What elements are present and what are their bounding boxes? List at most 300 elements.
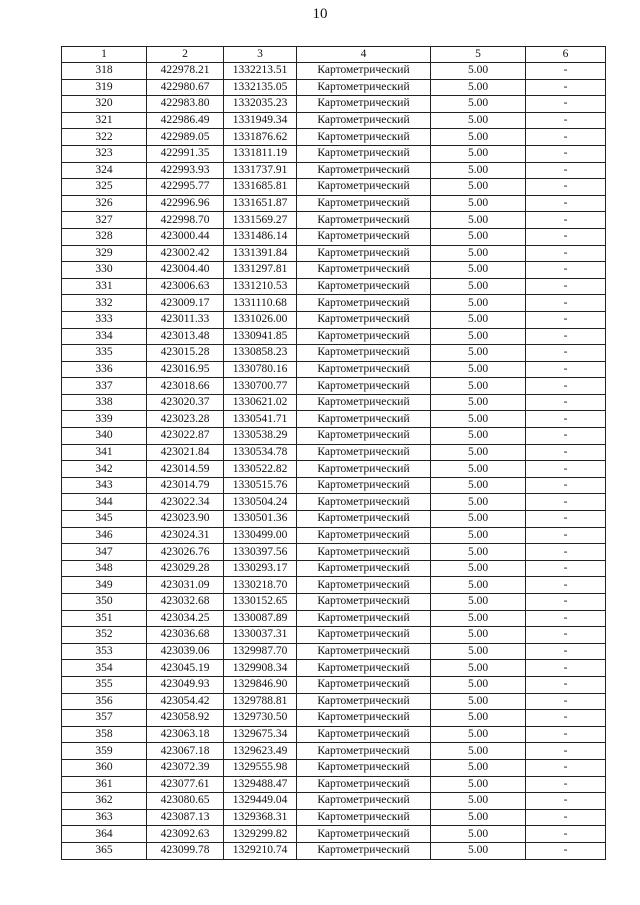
y-coordinate-cell: 1331685.81 (224, 179, 297, 196)
table-row (62, 511, 606, 528)
method-cell: Картометрический (297, 776, 431, 793)
table-row (62, 278, 606, 295)
y-coordinate-cell: 1330037.31 (224, 627, 297, 644)
accuracy-cell: 5.00 (431, 63, 526, 80)
y-coordinate-cell: 1330515.76 (224, 477, 297, 494)
table-row (62, 212, 606, 229)
x-coordinate-cell: 423006.63 (147, 278, 224, 295)
y-coordinate-cell: 1329675.34 (224, 726, 297, 743)
accuracy-cell: 5.00 (431, 511, 526, 528)
table-row (62, 262, 606, 279)
x-coordinate-cell: 423020.37 (147, 394, 224, 411)
y-coordinate-cell: 1330534.78 (224, 444, 297, 461)
point-number-cell: 349 (62, 577, 147, 594)
x-coordinate-cell: 422996.96 (147, 195, 224, 212)
x-coordinate-cell: 422991.35 (147, 145, 224, 162)
y-coordinate-cell: 1331569.27 (224, 212, 297, 229)
accuracy-cell: 5.00 (431, 262, 526, 279)
y-coordinate-cell: 1330700.77 (224, 378, 297, 395)
table-row (62, 594, 606, 611)
table-row (62, 826, 606, 843)
table-row (62, 759, 606, 776)
accuracy-cell: 5.00 (431, 228, 526, 245)
accuracy-cell: 5.00 (431, 643, 526, 660)
description-cell: - (526, 594, 606, 611)
y-coordinate-cell: 1331110.68 (224, 295, 297, 312)
accuracy-cell: 5.00 (431, 776, 526, 793)
table-row (62, 710, 606, 727)
y-coordinate-cell: 1330538.29 (224, 428, 297, 445)
y-coordinate-cell: 1330293.17 (224, 560, 297, 577)
x-coordinate-cell: 422995.77 (147, 179, 224, 196)
accuracy-cell: 5.00 (431, 726, 526, 743)
description-cell: - (526, 328, 606, 345)
accuracy-cell: 5.00 (431, 676, 526, 693)
method-cell: Картометрический (297, 759, 431, 776)
point-number-cell: 363 (62, 809, 147, 826)
method-cell: Картометрический (297, 212, 431, 229)
x-coordinate-cell: 423014.59 (147, 461, 224, 478)
x-coordinate-cell: 423034.25 (147, 610, 224, 627)
point-number-cell: 322 (62, 129, 147, 146)
table-row (62, 63, 606, 80)
table-row (62, 793, 606, 810)
y-coordinate-cell: 1331297.81 (224, 262, 297, 279)
description-cell: - (526, 477, 606, 494)
point-number-cell: 362 (62, 793, 147, 810)
description-cell: - (526, 411, 606, 428)
description-cell: - (526, 793, 606, 810)
y-coordinate-cell: 1329908.34 (224, 660, 297, 677)
method-cell: Картометрический (297, 145, 431, 162)
point-number-cell: 347 (62, 544, 147, 561)
x-coordinate-cell: 423023.90 (147, 511, 224, 528)
accuracy-cell: 5.00 (431, 826, 526, 843)
x-coordinate-cell: 423067.18 (147, 743, 224, 760)
table-row (62, 162, 606, 179)
accuracy-cell: 5.00 (431, 544, 526, 561)
accuracy-cell: 5.00 (431, 560, 526, 577)
x-coordinate-cell: 423080.65 (147, 793, 224, 810)
x-coordinate-cell: 423049.93 (147, 676, 224, 693)
method-cell: Картометрический (297, 710, 431, 727)
method-cell: Картометрический (297, 544, 431, 561)
table-row (62, 726, 606, 743)
point-number-cell: 364 (62, 826, 147, 843)
method-cell: Картометрический (297, 311, 431, 328)
table-row (62, 842, 606, 859)
method-cell: Картометрический (297, 96, 431, 113)
y-coordinate-cell: 1332135.05 (224, 79, 297, 96)
accuracy-cell: 5.00 (431, 477, 526, 494)
y-coordinate-cell: 1329623.49 (224, 743, 297, 760)
y-coordinate-cell: 1330621.02 (224, 394, 297, 411)
table-row (62, 179, 606, 196)
method-cell: Картометрический (297, 262, 431, 279)
point-number-cell: 335 (62, 345, 147, 362)
x-coordinate-cell: 423018.66 (147, 378, 224, 395)
method-cell: Картометрический (297, 461, 431, 478)
description-cell: - (526, 195, 606, 212)
table-row (62, 79, 606, 96)
point-number-cell: 343 (62, 477, 147, 494)
accuracy-cell: 5.00 (431, 112, 526, 129)
table-row (62, 361, 606, 378)
y-coordinate-cell: 1329210.74 (224, 842, 297, 859)
x-coordinate-cell: 423039.06 (147, 643, 224, 660)
point-number-cell: 356 (62, 693, 147, 710)
point-number-cell: 352 (62, 627, 147, 644)
description-cell: - (526, 162, 606, 179)
point-number-cell: 353 (62, 643, 147, 660)
description-cell: - (526, 527, 606, 544)
description-cell: - (526, 627, 606, 644)
y-coordinate-cell: 1331210.53 (224, 278, 297, 295)
point-number-cell: 325 (62, 179, 147, 196)
description-cell: - (526, 262, 606, 279)
method-cell: Картометрический (297, 394, 431, 411)
point-number-cell: 359 (62, 743, 147, 760)
accuracy-cell: 5.00 (431, 179, 526, 196)
table-row (62, 228, 606, 245)
method-cell: Картометрический (297, 328, 431, 345)
description-cell: - (526, 577, 606, 594)
description-cell: - (526, 610, 606, 627)
accuracy-cell: 5.00 (431, 145, 526, 162)
point-number-cell: 342 (62, 461, 147, 478)
accuracy-cell: 5.00 (431, 328, 526, 345)
column-header: 2 (147, 47, 224, 63)
y-coordinate-cell: 1329730.50 (224, 710, 297, 727)
table-row (62, 676, 606, 693)
y-coordinate-cell: 1331391.84 (224, 245, 297, 262)
table-row (62, 494, 606, 511)
accuracy-cell: 5.00 (431, 693, 526, 710)
description-cell: - (526, 776, 606, 793)
table-row (62, 129, 606, 146)
accuracy-cell: 5.00 (431, 212, 526, 229)
method-cell: Картометрический (297, 660, 431, 677)
description-cell: - (526, 96, 606, 113)
accuracy-cell: 5.00 (431, 710, 526, 727)
y-coordinate-cell: 1331651.87 (224, 195, 297, 212)
x-coordinate-cell: 423011.33 (147, 311, 224, 328)
table-row (62, 378, 606, 395)
point-number-cell: 350 (62, 594, 147, 611)
point-number-cell: 358 (62, 726, 147, 743)
table-row (62, 96, 606, 113)
method-cell: Картометрический (297, 643, 431, 660)
y-coordinate-cell: 1330941.85 (224, 328, 297, 345)
table-row (62, 345, 606, 362)
method-cell: Картометрический (297, 594, 431, 611)
y-coordinate-cell: 1329846.90 (224, 676, 297, 693)
x-coordinate-cell: 423045.19 (147, 660, 224, 677)
y-coordinate-cell: 1329488.47 (224, 776, 297, 793)
accuracy-cell: 5.00 (431, 444, 526, 461)
y-coordinate-cell: 1330152.65 (224, 594, 297, 611)
table-row (62, 743, 606, 760)
point-number-cell: 351 (62, 610, 147, 627)
accuracy-cell: 5.00 (431, 428, 526, 445)
column-header: 5 (431, 47, 526, 63)
x-coordinate-cell: 423077.61 (147, 776, 224, 793)
table-row (62, 477, 606, 494)
y-coordinate-cell: 1332213.51 (224, 63, 297, 80)
x-coordinate-cell: 423022.87 (147, 428, 224, 445)
table-row (62, 112, 606, 129)
x-coordinate-cell: 423022.34 (147, 494, 224, 511)
x-coordinate-cell: 423013.48 (147, 328, 224, 345)
method-cell: Картометрический (297, 826, 431, 843)
accuracy-cell: 5.00 (431, 759, 526, 776)
description-cell: - (526, 710, 606, 727)
point-number-cell: 340 (62, 428, 147, 445)
description-cell: - (526, 361, 606, 378)
column-header: 3 (224, 47, 297, 63)
table-row (62, 577, 606, 594)
x-coordinate-cell: 423032.68 (147, 594, 224, 611)
description-cell: - (526, 63, 606, 80)
method-cell: Картометрический (297, 743, 431, 760)
accuracy-cell: 5.00 (431, 295, 526, 312)
x-coordinate-cell: 422980.67 (147, 79, 224, 96)
x-coordinate-cell: 423063.18 (147, 726, 224, 743)
point-number-cell: 355 (62, 676, 147, 693)
y-coordinate-cell: 1331486.14 (224, 228, 297, 245)
table-row (62, 295, 606, 312)
table-header-row (62, 47, 606, 63)
table-row (62, 328, 606, 345)
table-row (62, 195, 606, 212)
y-coordinate-cell: 1330501.36 (224, 511, 297, 528)
point-number-cell: 361 (62, 776, 147, 793)
description-cell: - (526, 79, 606, 96)
point-number-cell: 323 (62, 145, 147, 162)
y-coordinate-cell: 1330218.70 (224, 577, 297, 594)
point-number-cell: 338 (62, 394, 147, 411)
point-number-cell: 336 (62, 361, 147, 378)
point-number-cell: 348 (62, 560, 147, 577)
x-coordinate-cell: 422998.70 (147, 212, 224, 229)
x-coordinate-cell: 423016.95 (147, 361, 224, 378)
description-cell: - (526, 759, 606, 776)
accuracy-cell: 5.00 (431, 129, 526, 146)
table-row (62, 776, 606, 793)
y-coordinate-cell: 1330541.71 (224, 411, 297, 428)
table-row (62, 643, 606, 660)
description-cell: - (526, 643, 606, 660)
y-coordinate-cell: 1330499.00 (224, 527, 297, 544)
accuracy-cell: 5.00 (431, 842, 526, 859)
accuracy-cell: 5.00 (431, 627, 526, 644)
accuracy-cell: 5.00 (431, 162, 526, 179)
accuracy-cell: 5.00 (431, 96, 526, 113)
accuracy-cell: 5.00 (431, 345, 526, 362)
point-number-cell: 332 (62, 295, 147, 312)
coordinates-table (61, 46, 606, 860)
x-coordinate-cell: 423009.17 (147, 295, 224, 312)
accuracy-cell: 5.00 (431, 195, 526, 212)
description-cell: - (526, 378, 606, 395)
method-cell: Картометрический (297, 444, 431, 461)
x-coordinate-cell: 423058.92 (147, 710, 224, 727)
accuracy-cell: 5.00 (431, 809, 526, 826)
method-cell: Картометрический (297, 361, 431, 378)
description-cell: - (526, 212, 606, 229)
x-coordinate-cell: 422989.05 (147, 129, 224, 146)
description-cell: - (526, 676, 606, 693)
column-header: 6 (526, 47, 606, 63)
x-coordinate-cell: 422983.80 (147, 96, 224, 113)
method-cell: Картометрический (297, 179, 431, 196)
description-cell: - (526, 228, 606, 245)
description-cell: - (526, 494, 606, 511)
method-cell: Картометрический (297, 411, 431, 428)
method-cell: Картометрический (297, 79, 431, 96)
accuracy-cell: 5.00 (431, 411, 526, 428)
point-number-cell: 328 (62, 228, 147, 245)
point-number-cell: 346 (62, 527, 147, 544)
accuracy-cell: 5.00 (431, 311, 526, 328)
y-coordinate-cell: 1329788.81 (224, 693, 297, 710)
point-number-cell: 318 (62, 63, 147, 80)
description-cell: - (526, 511, 606, 528)
point-number-cell: 324 (62, 162, 147, 179)
accuracy-cell: 5.00 (431, 245, 526, 262)
y-coordinate-cell: 1331026.00 (224, 311, 297, 328)
point-number-cell: 341 (62, 444, 147, 461)
table-row (62, 693, 606, 710)
description-cell: - (526, 842, 606, 859)
y-coordinate-cell: 1330780.16 (224, 361, 297, 378)
x-coordinate-cell: 423026.76 (147, 544, 224, 561)
method-cell: Картометрический (297, 428, 431, 445)
method-cell: Картометрический (297, 63, 431, 80)
y-coordinate-cell: 1331737.91 (224, 162, 297, 179)
x-coordinate-cell: 422978.21 (147, 63, 224, 80)
accuracy-cell: 5.00 (431, 793, 526, 810)
description-cell: - (526, 112, 606, 129)
x-coordinate-cell: 423002.42 (147, 245, 224, 262)
table-row (62, 809, 606, 826)
method-cell: Картометрический (297, 112, 431, 129)
method-cell: Картометрический (297, 560, 431, 577)
table-body (62, 63, 606, 860)
method-cell: Картометрический (297, 793, 431, 810)
table-row (62, 145, 606, 162)
point-number-cell: 354 (62, 660, 147, 677)
accuracy-cell: 5.00 (431, 361, 526, 378)
point-number-cell: 344 (62, 494, 147, 511)
x-coordinate-cell: 423021.84 (147, 444, 224, 461)
table-row (62, 660, 606, 677)
method-cell: Картометрический (297, 511, 431, 528)
description-cell: - (526, 826, 606, 843)
x-coordinate-cell: 423092.63 (147, 826, 224, 843)
point-number-cell: 334 (62, 328, 147, 345)
point-number-cell: 331 (62, 278, 147, 295)
x-coordinate-cell: 423036.68 (147, 627, 224, 644)
point-number-cell: 327 (62, 212, 147, 229)
description-cell: - (526, 660, 606, 677)
y-coordinate-cell: 1332035.23 (224, 96, 297, 113)
point-number-cell: 337 (62, 378, 147, 395)
point-number-cell: 326 (62, 195, 147, 212)
method-cell: Картометрический (297, 162, 431, 179)
point-number-cell: 357 (62, 710, 147, 727)
table-row (62, 560, 606, 577)
method-cell: Картометрический (297, 577, 431, 594)
table-row (62, 311, 606, 328)
y-coordinate-cell: 1330858.23 (224, 345, 297, 362)
table-row (62, 245, 606, 262)
point-number-cell: 321 (62, 112, 147, 129)
y-coordinate-cell: 1330397.56 (224, 544, 297, 561)
table-row (62, 394, 606, 411)
accuracy-cell: 5.00 (431, 278, 526, 295)
y-coordinate-cell: 1330504.24 (224, 494, 297, 511)
point-number-cell: 333 (62, 311, 147, 328)
y-coordinate-cell: 1331949.34 (224, 112, 297, 129)
accuracy-cell: 5.00 (431, 394, 526, 411)
description-cell: - (526, 809, 606, 826)
description-cell: - (526, 311, 606, 328)
method-cell: Картометрический (297, 195, 431, 212)
accuracy-cell: 5.00 (431, 577, 526, 594)
point-number-cell: 329 (62, 245, 147, 262)
description-cell: - (526, 693, 606, 710)
accuracy-cell: 5.00 (431, 79, 526, 96)
point-number-cell: 320 (62, 96, 147, 113)
description-cell: - (526, 129, 606, 146)
table-row (62, 428, 606, 445)
method-cell: Картометрический (297, 627, 431, 644)
method-cell: Картометрический (297, 278, 431, 295)
description-cell: - (526, 726, 606, 743)
accuracy-cell: 5.00 (431, 660, 526, 677)
method-cell: Картометрический (297, 378, 431, 395)
accuracy-cell: 5.00 (431, 743, 526, 760)
table-row (62, 627, 606, 644)
table-row (62, 411, 606, 428)
y-coordinate-cell: 1330087.89 (224, 610, 297, 627)
x-coordinate-cell: 423015.28 (147, 345, 224, 362)
method-cell: Картометрический (297, 345, 431, 362)
y-coordinate-cell: 1330522.82 (224, 461, 297, 478)
description-cell: - (526, 295, 606, 312)
description-cell: - (526, 394, 606, 411)
x-coordinate-cell: 423031.09 (147, 577, 224, 594)
method-cell: Картометрический (297, 245, 431, 262)
description-cell: - (526, 428, 606, 445)
x-coordinate-cell: 423087.13 (147, 809, 224, 826)
accuracy-cell: 5.00 (431, 494, 526, 511)
y-coordinate-cell: 1329299.82 (224, 826, 297, 843)
y-coordinate-cell: 1329449.04 (224, 793, 297, 810)
method-cell: Картометрический (297, 228, 431, 245)
method-cell: Картометрический (297, 610, 431, 627)
point-number-cell: 345 (62, 511, 147, 528)
method-cell: Картометрический (297, 477, 431, 494)
point-number-cell: 319 (62, 79, 147, 96)
method-cell: Картометрический (297, 693, 431, 710)
description-cell: - (526, 245, 606, 262)
point-number-cell: 360 (62, 759, 147, 776)
x-coordinate-cell: 423099.78 (147, 842, 224, 859)
accuracy-cell: 5.00 (431, 527, 526, 544)
table-row (62, 461, 606, 478)
